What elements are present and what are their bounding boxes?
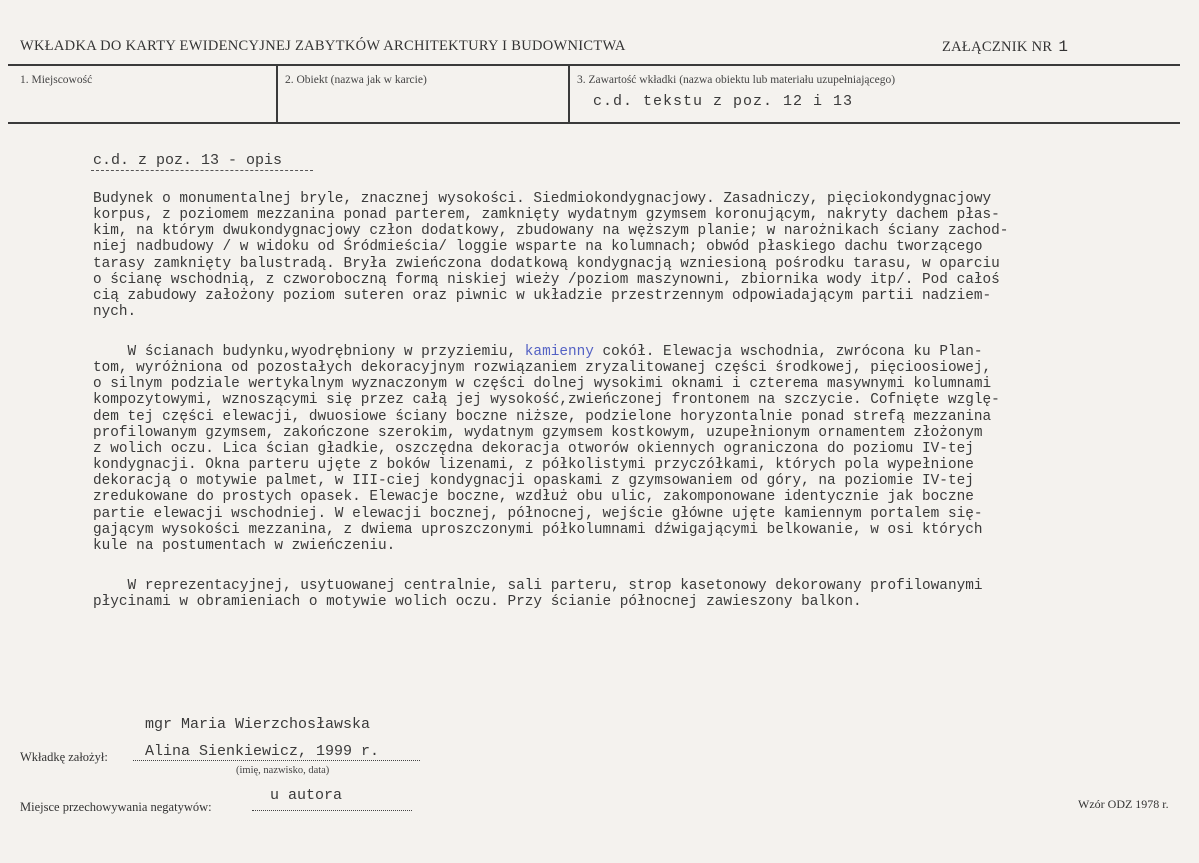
- p2-line: gającym wysokości mezzanina, z dwiema uproszczonymi półkolumnami dźwigającymi belkowanie, w osi których: [93, 521, 983, 538]
- header-bottom-rule: [8, 122, 1180, 124]
- form-title: WKŁADKA DO KARTY EWIDENCYJNEJ ZABYTKÓW ARCHITEKTURY I BUDOWNICTWA: [20, 38, 626, 54]
- p2-line: partie elewacji wschodniej. W elewacji bocznej, północnej, wejście główne ujęte kamiennym portalem się-: [93, 505, 983, 522]
- signature-caption: (imię, nazwisko, data): [236, 765, 330, 776]
- p1-line: niej nadbudowy / w widoku od Śródmieścia/ loggie wsparte na kolumnach; obwód płaskiego dachu tworzącego: [93, 239, 983, 256]
- header-top-rule: [8, 64, 1180, 66]
- negatives-location-label: Miejsce przechowywania negatywów:: [20, 800, 212, 814]
- form-code: Wzór ODZ 1978 r.: [1078, 797, 1169, 811]
- negatives-line: [252, 810, 412, 811]
- created-by-label: Wkładkę założył:: [20, 750, 108, 764]
- p2-first-line: [93, 344, 983, 360]
- p2-line: zredukowane do prostych opasek. Elewacje boczne, wzdłuż obu ulic, zakomponowane identycznie jak boczne: [93, 489, 974, 506]
- description-paragraph-3: [93, 578, 983, 610]
- description-paragraph-2: [93, 344, 1000, 554]
- field-object-label: 2. Obiekt (nazwa jak w karcie): [285, 74, 427, 86]
- p1-line: cią zabudowy założony poziom suteren oraz piwnic w układzie przestrzennym odpowiadającym partii nadziem-: [93, 287, 992, 304]
- p1-line: korpus, z poziomem mezzanina ponad parterem, zamknięty wydatnym gzymsem koronującym, nakryty dachem płas-: [93, 207, 1000, 224]
- p2-line: o silnym podziale wertykalnym wyznaczonym w części dolnej wysokimi oknami i czterema masywnymi kolumnami: [93, 376, 992, 393]
- p1-line: kim, na którym dwukondygnacjowy człon dodatkowy, zbudowany na węższym planie; w narożnikach ściany zachod-: [93, 223, 1009, 240]
- p2-line: profilowanym gzymsem, zakończone szerokim, wydatnym gzymsem kostkowym, uzupełnionym ornamentem złożonym: [93, 424, 983, 441]
- p2-text-continued: cokół. Elewacja wschodnia, zwrócona ku Plan-: [593, 344, 983, 360]
- p3-line: płycinami w obramieniach o motywie wolich oczu. Przy ścianie północnej zawieszony balkon.: [93, 594, 862, 611]
- p3-line: W reprezentacyjnej, usytuowanej centralnie, sali parteru, strop kasetonowy dekorowany profilowanymi: [93, 578, 983, 594]
- author-name-2: Alina Sienkiewicz, 1999 r.: [145, 743, 380, 760]
- p1-line: Budynek o monumentalnej bryle, znacznej wysokości. Siedmiokondygnacjowy. Zasadniczy, pięciokondygnacjowy: [93, 191, 992, 207]
- p2-line: tom, wyróżniona od pozostałych dekoracyjnym rozwiązaniem zryzalitowanej części środkowej, pięcioosiowej,: [93, 360, 992, 377]
- description-paragraph-1: [93, 191, 1008, 320]
- field-divider-1: [276, 64, 278, 124]
- signature-line: [133, 760, 420, 761]
- author-name-1: mgr Maria Wierzchosławska: [145, 716, 371, 733]
- p2-line: dekoracją o motywie palmet, w III-ciej kondygnacji opaskami z gzymsowaniem od góry, na poziomie IV-tej: [93, 473, 974, 490]
- p2-line: z wolich oczu. Lica ścian gładkie, oszczędna dekoracja otworów okiennych ograniczona do poziomu IV-tej: [93, 440, 974, 457]
- p1-line: tarasy zamknięty balustradą. Bryła zwieńczona dodatkową kondygnacją wzniesioną pośrodku tarasu, w oparciu: [93, 255, 1000, 272]
- field-contents-label: 3. Zawartość wkładki (nazwa obiektu lub materiału uzupełniającego): [577, 74, 896, 86]
- p1-line: o ścianę wschodnią, z czworoboczną formą niskiej wieży /poziom maszynowni, zbiornika wody itp/. Pod całoś: [93, 271, 1000, 288]
- p2-highlighted-word: kamienny: [524, 344, 594, 360]
- p2-line: dem tej części elewacji, dwuosiowe ściany boczne niższe, podzielone horyzontalnie ponad strefą mezzanina: [93, 408, 992, 425]
- negatives-location-value: u autora: [270, 787, 343, 804]
- subheading-underline: [91, 170, 313, 171]
- field-locality-label: 1. Miejscowość: [20, 74, 93, 86]
- p2-text: W ścianach budynku,wyodrębniony w przyziemiu,: [93, 344, 525, 360]
- attachment-label: ZAŁĄCZNIK NR: [942, 39, 1053, 55]
- p2-line: kompozytowymi, wznoszącymi się przez całą jej wysokość,zwieńczonej frontonem na szczycie. Cofnięte wzglę-: [93, 392, 1000, 409]
- attachment-number: [942, 38, 1068, 56]
- p2-body: [93, 360, 1000, 554]
- p2-line: kondygnacji. Okna parteru ujęte z boków lizenami, z półkolistymi przyczółkami, których pola wypełnione: [93, 457, 974, 474]
- field-contents-value: c.d. tekstu z poz. 12 i 13: [593, 93, 854, 110]
- attachment-number-value: 1: [1058, 38, 1069, 56]
- p1-line: nych.: [93, 304, 137, 321]
- field-divider-2: [568, 64, 570, 124]
- section-subheading: c.d. z poz. 13 - opis: [93, 152, 283, 169]
- p2-line: kule na postumentach w zwieńczeniu.: [93, 537, 396, 554]
